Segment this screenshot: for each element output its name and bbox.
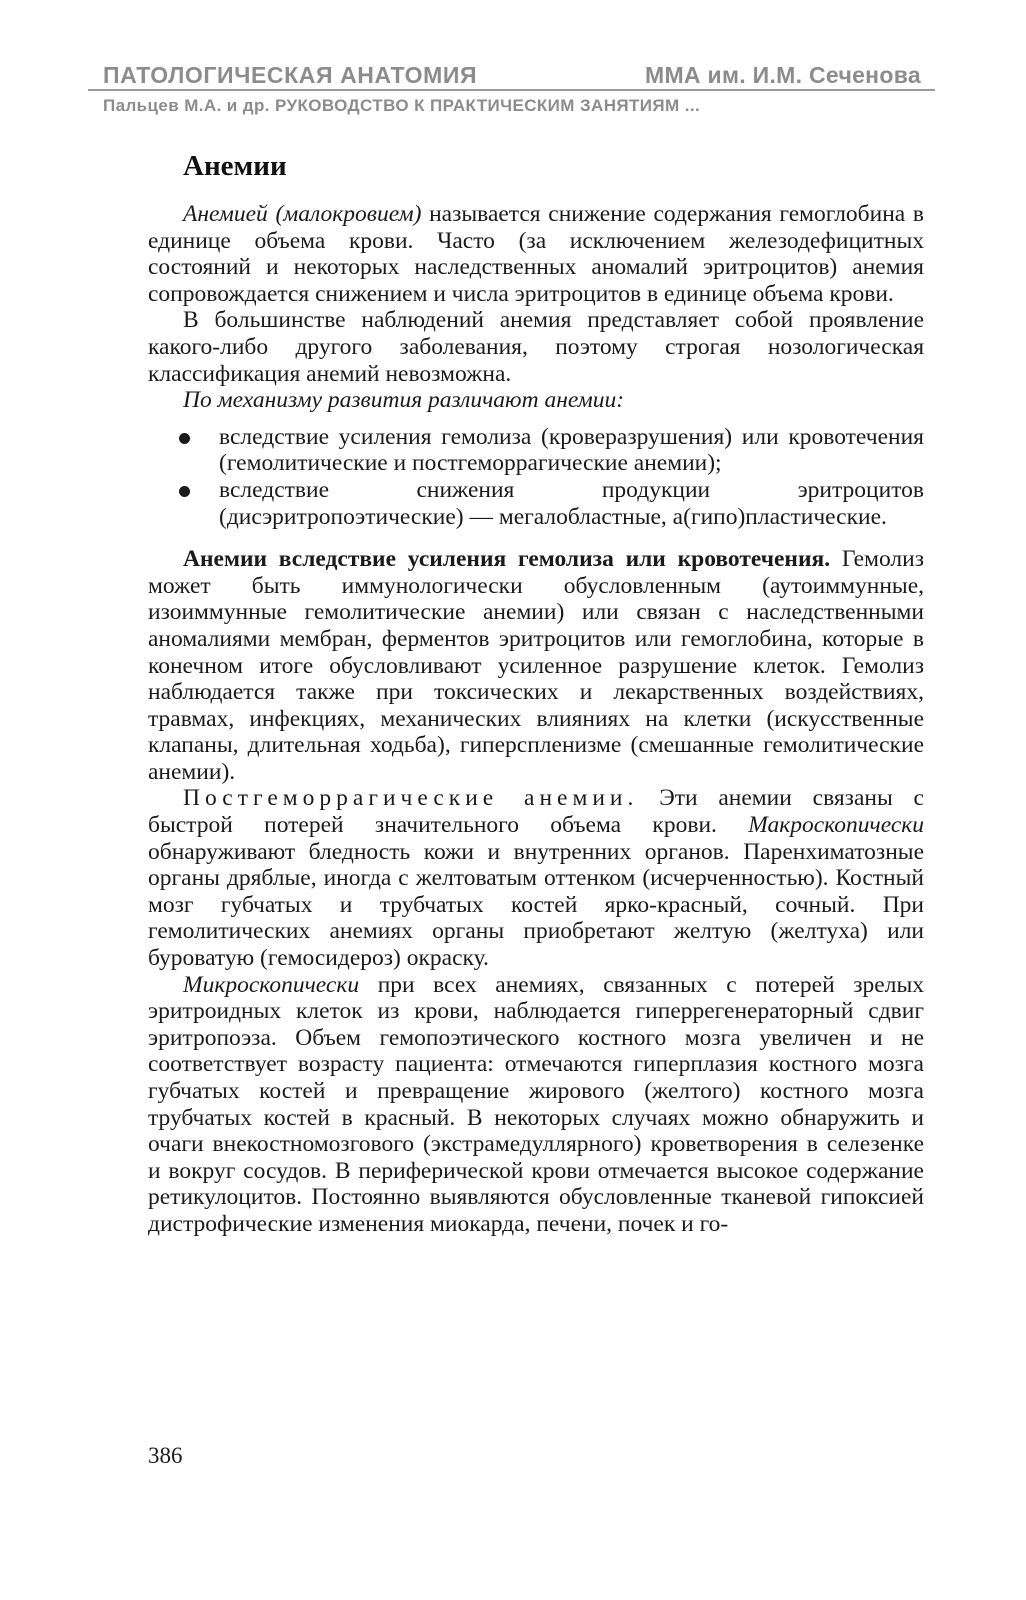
posthemorrhagic-text: Эти анемии связаны с быстрой потерей значительного объема крови. <box>148 785 924 839</box>
header-rule <box>88 89 935 91</box>
intro-definition-text: называется снижение содержания гемоглобина в единице объема крови. Часто (за исключением железодефицитных состояний и некоторых наследственных аномалий эритроцитов) анемия сопровождается снижением и числа эритроцитов в единице объема крови. <box>148 201 924 307</box>
body-text <box>148 201 924 1238</box>
paragraph-posthemorrhagic <box>148 785 924 971</box>
term-macroscopic: Макроскопически <box>748 812 924 839</box>
running-header-subtitle: Пальцев М.А. и др. РУКОВОДСТВО К ПРАКТИЧЕСКИМ ЗАНЯТИЯМ ... <box>103 96 701 115</box>
mechanism-list <box>148 424 924 530</box>
list-item-text: вследствие усиления гемолиза (кроверазрушения) или кровотечения (гемолитические и постгеморрагические анемии); <box>219 423 924 477</box>
bullet-icon <box>179 486 190 497</box>
heading-hemolysis: Анемии вследствие усиления гемолиза или кровотечения. <box>183 546 831 573</box>
intro-paragraph-definition <box>148 201 924 307</box>
term-microscopic: Микроскопически <box>183 971 360 998</box>
section-title: Анемии <box>183 150 287 182</box>
running-header-publisher: ММА им. И.М. Сеченова <box>645 62 921 88</box>
microscopic-text: при всех анемиях, связанных с потерей зрелых эритроидных клеток из крови, наблюдается гиперрегенераторный сдвиг эритропоэза. Объем гемопоэтического костного мозга увеличен и не соответствует возрасту пациента: отмечаются гиперплазия костного мозга губчатых костей и превращение жирового (желтого) костного мозга трубчатых костей в красный. В некоторых случаях можно обнаружить и очаги внекостномозгового (экстрамедуллярного) кроветворения в селезенке и вокруг сосудов. В периферической крови отмечается высокое содержание ретикулоцитов. Постоянно выявляются обусловленные тканевой гипоксией дистрофические изменения миокарда, печени, почек и го- <box>148 971 924 1237</box>
term-anemia: Анемией (малокровием) <box>183 201 422 227</box>
list-item <box>219 424 924 477</box>
paragraph-hemolysis <box>148 546 924 785</box>
paragraph-microscopic <box>148 972 924 1238</box>
running-header-book-title: ПАТОЛОГИЧЕСКАЯ АНАТОМИЯ <box>103 62 478 88</box>
bullet-icon <box>179 433 190 444</box>
list-item <box>219 477 924 530</box>
macroscopic-text: обнаруживают бледность кожи и внутренних органов. Паренхиматозные органы дряблые, иногда с желтоватым оттенком (исчерченностью). Костный мозг губчатых и трубчатых костей ярко-красный, сочный. При гемолитических анемиях органы приобретают желтую (желтуха) или буроватую (гемосидероз) окраску. <box>148 838 924 972</box>
hemolysis-text: Гемолиз может быть иммунологически обусловленным (аутоиммунные, изоиммунные гемолитические анемии) или связан с наследственными аномалиями мембран, ферментов эритроцитов или гемоглобина, которые в конечном итоге обусловливают усиленное разрушение клеток. Гемолиз наблюдается также при токсических и лекарственных воздействиях, травмах, инфекциях, механических влияниях на клетки (искусственные клапаны, длительная ходьба), гиперспленизме (смешанные гемолитические анемии). <box>148 546 924 785</box>
intro-paragraph-classification: В большинстве наблюдений анемия представляет собой проявление какого-либо другого заболевания, поэтому строгая нозологическая классификация анемий невозможна. <box>148 307 924 387</box>
page-number: 386 <box>148 1443 183 1468</box>
list-item-text: вследствие снижения продукции эритроцитов (дисэритропоэтические) — мегалобластные, а(гипо)пластические. <box>219 476 924 530</box>
intro-paragraph-mechanism: По механизму развития различают анемии: <box>183 387 625 414</box>
heading-posthemorrhagic: Постгеморрагические анемии. <box>183 785 639 812</box>
